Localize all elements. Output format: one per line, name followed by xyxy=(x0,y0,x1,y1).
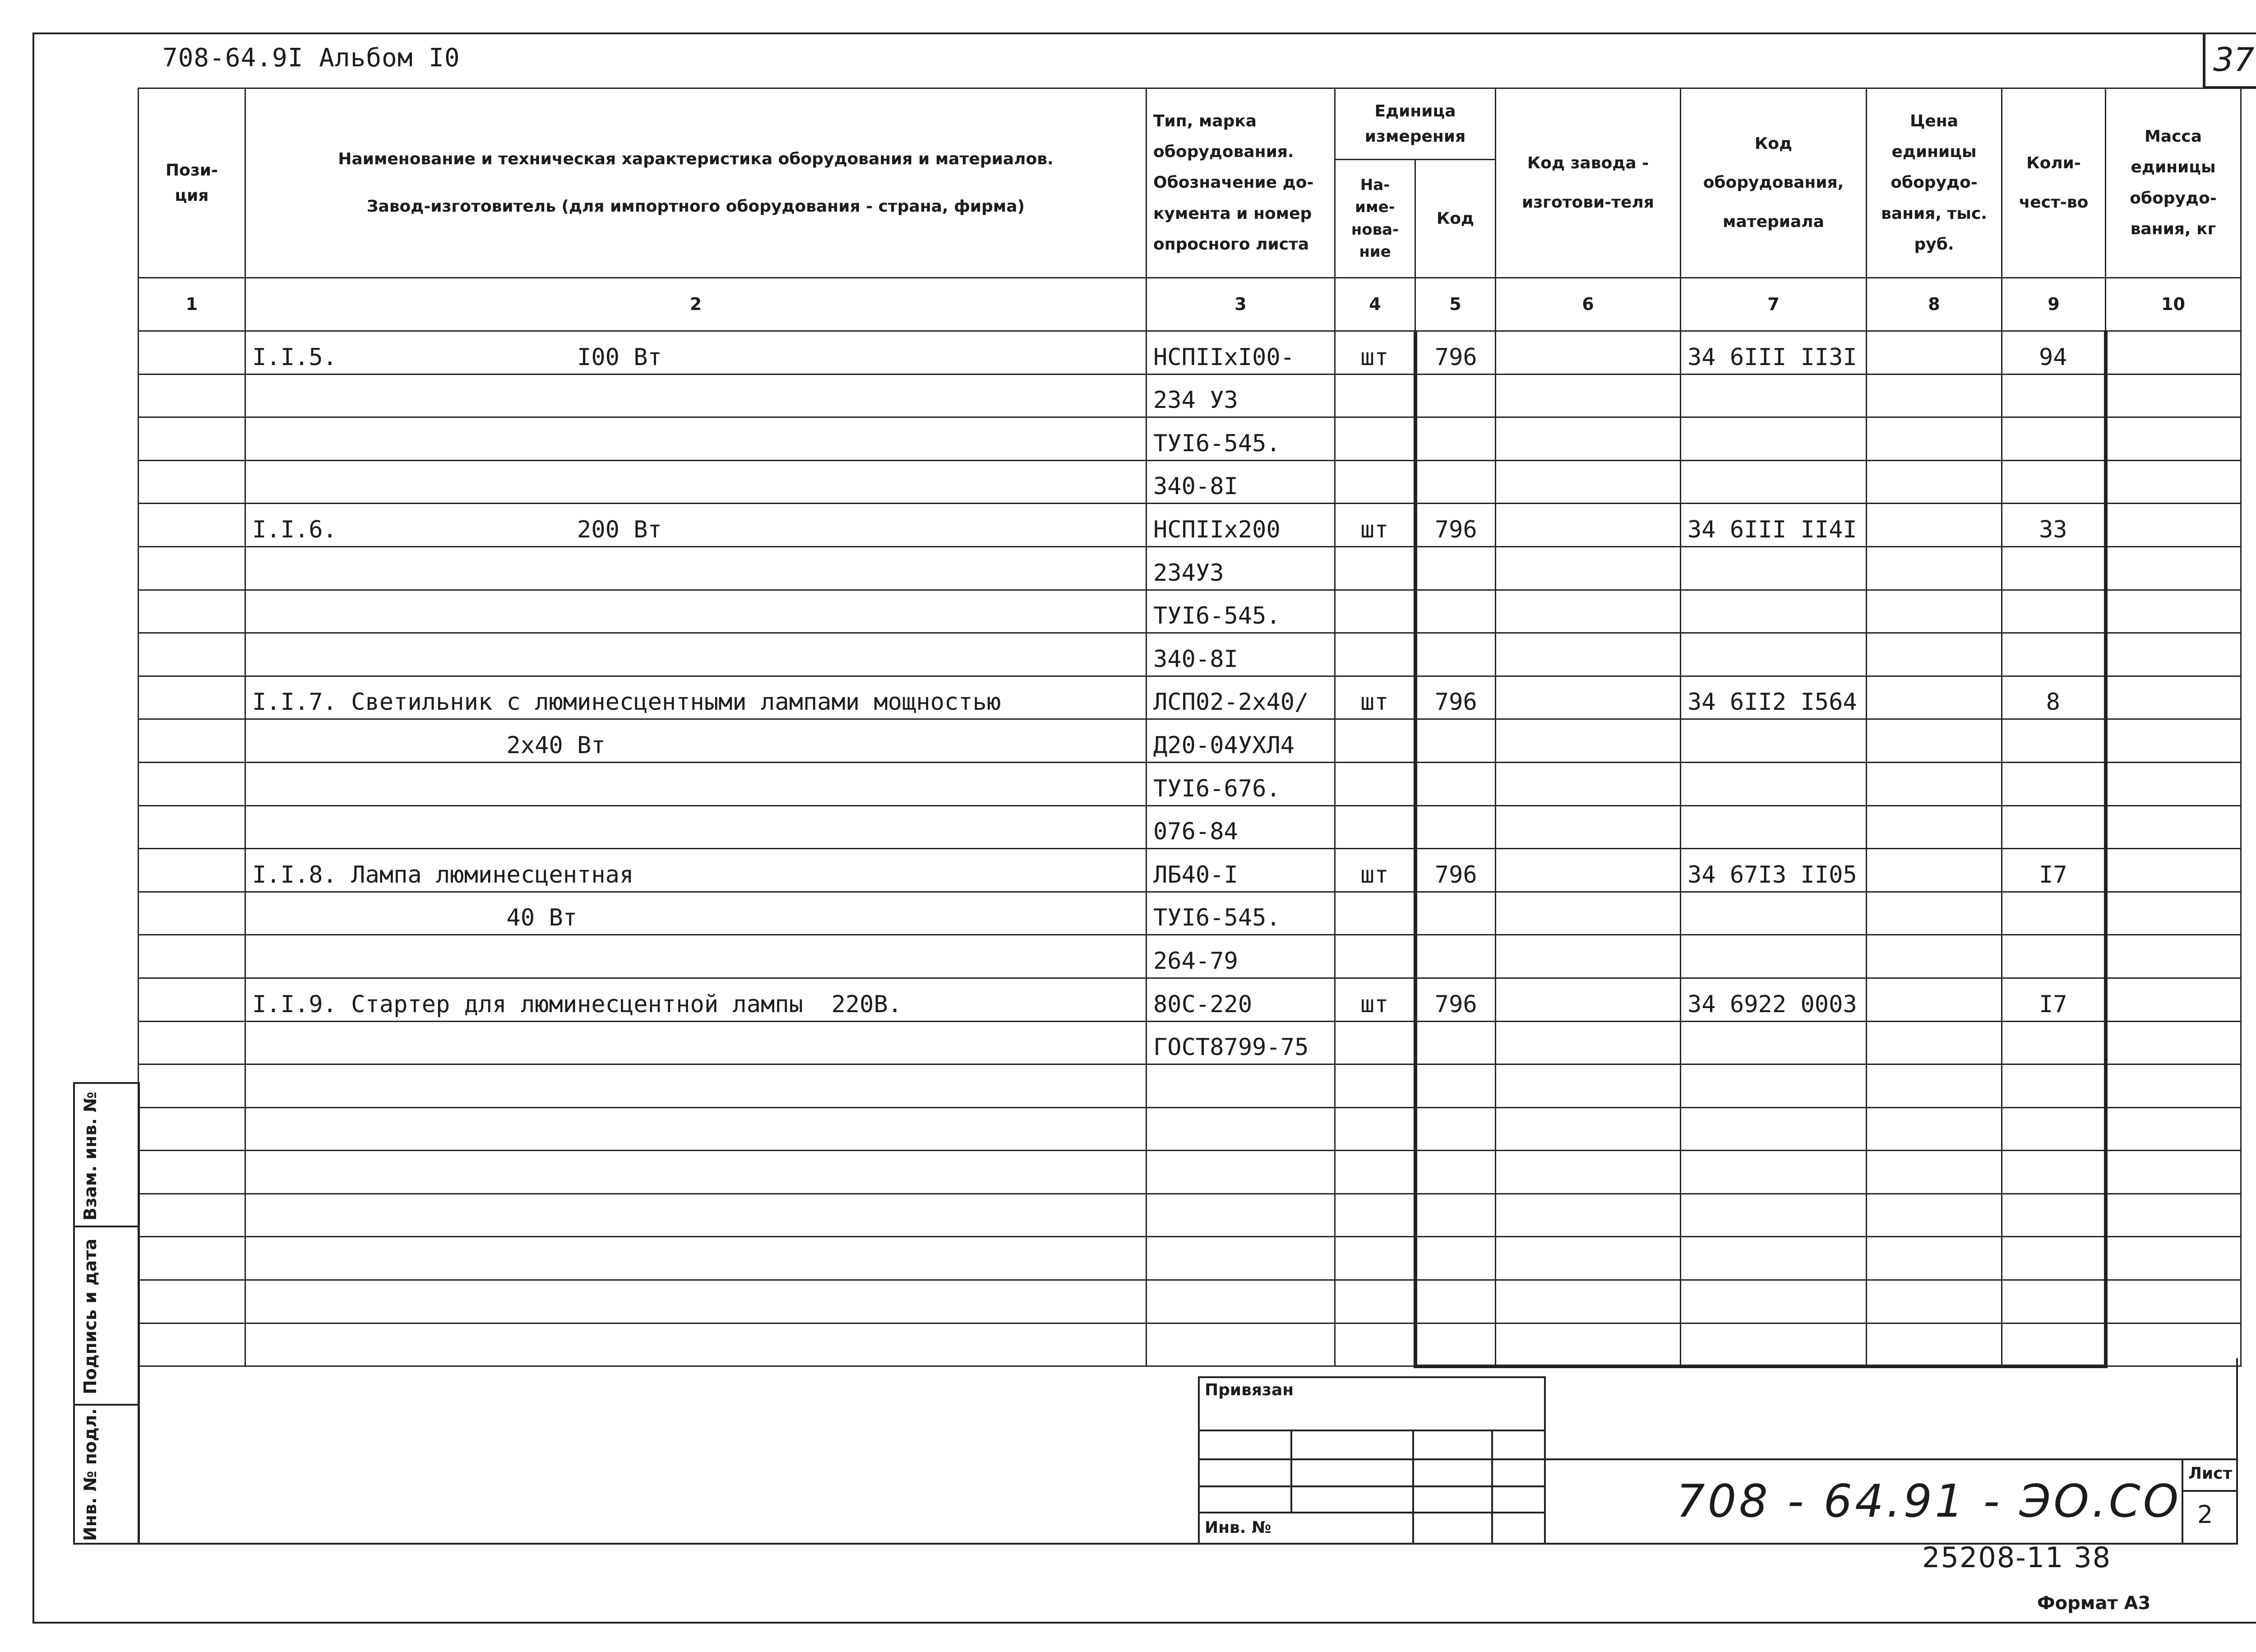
table-cell-col1 xyxy=(139,1194,245,1237)
table-cell-col10 xyxy=(2106,331,2241,375)
header-unit-group: Единица измерения xyxy=(1335,88,1496,160)
table-cell-col7 xyxy=(1681,1151,1867,1194)
table-cell-col7 xyxy=(1681,417,1867,461)
table-cell-col7 xyxy=(1681,590,1867,633)
table-cell-col4: шт xyxy=(1335,849,1415,892)
table-cell-col2 xyxy=(245,935,1146,978)
table-cell-col4: шт xyxy=(1335,504,1415,547)
table-cell-col8 xyxy=(1867,590,2002,633)
table-cell-col10 xyxy=(2106,1237,2241,1280)
table-cell-col9 xyxy=(2002,1107,2106,1151)
table-cell-col1 xyxy=(139,1280,245,1323)
header-mass: Масса единицы оборудо-вания, кг xyxy=(2106,88,2241,278)
table-cell-col1 xyxy=(139,978,245,1021)
table-cell-col8 xyxy=(1867,374,2002,417)
table-cell-col4 xyxy=(1335,892,1415,935)
table-cell-col6 xyxy=(1496,460,1681,504)
table-cell-col3: НСПIIxI00- xyxy=(1146,331,1335,375)
table-cell-col7 xyxy=(1681,546,1867,590)
table-cell-col5 xyxy=(1415,590,1496,633)
table-cell-col6 xyxy=(1496,849,1681,892)
table-cell-col7: 34 6II2 I564 xyxy=(1681,676,1867,719)
table-cell-col1 xyxy=(139,504,245,547)
stamp-vline-1 xyxy=(1290,1430,1292,1512)
table-cell-col2 xyxy=(245,1237,1146,1280)
table-cell-col6 xyxy=(1496,1064,1681,1108)
table-cell-col5: 796 xyxy=(1415,676,1496,719)
format-label: Формат А3 xyxy=(2037,1593,2151,1614)
table-cell-col9: 33 xyxy=(2002,504,2106,547)
sheet-number: 37 xyxy=(2213,41,2255,79)
table-cell-col10 xyxy=(2106,1280,2241,1323)
table-cell-col10 xyxy=(2106,546,2241,590)
table-cell-col1 xyxy=(139,460,245,504)
table-cell-col4 xyxy=(1335,1064,1415,1108)
table-cell-col9: I7 xyxy=(2002,978,2106,1021)
header-row xyxy=(139,88,2241,160)
table-cell-col9 xyxy=(2002,633,2106,676)
table-cell-col7 xyxy=(1681,892,1867,935)
stamp-vline-3 xyxy=(1491,1430,1493,1545)
table-cell-col8 xyxy=(1867,546,2002,590)
list-label-line xyxy=(2182,1490,2238,1492)
table-cell-col8 xyxy=(1867,1064,2002,1108)
table-row xyxy=(139,504,2241,547)
table-cell-col9 xyxy=(2002,935,2106,978)
table-cell-col5 xyxy=(1415,1194,1496,1237)
table-row xyxy=(139,1064,2241,1108)
stamp-line-4 xyxy=(1198,1512,1546,1513)
table-cell-col2: I.I.9. Стартер для люминесцентной лампы 220В. xyxy=(245,978,1146,1021)
table-cell-col2 xyxy=(245,460,1146,504)
table-cell-col3 xyxy=(1146,1237,1335,1280)
colnum-5: 5 xyxy=(1415,278,1496,331)
table-cell-col5 xyxy=(1415,935,1496,978)
table-cell-col7 xyxy=(1681,1021,1867,1064)
table-cell-col7 xyxy=(1681,1194,1867,1237)
list-label: Лист xyxy=(2188,1464,2233,1483)
table-cell-col10 xyxy=(2106,762,2241,805)
table-cell-col5: 796 xyxy=(1415,849,1496,892)
table-cell-col9 xyxy=(2002,892,2106,935)
table-cell-col1 xyxy=(139,417,245,461)
table-cell-col8 xyxy=(1867,805,2002,849)
table-cell-col2 xyxy=(245,417,1146,461)
table-cell-col5: 796 xyxy=(1415,978,1496,1021)
stamp-line-1 xyxy=(1198,1430,1546,1431)
table-cell-col8 xyxy=(1867,633,2002,676)
table-cell-col9 xyxy=(2002,1237,2106,1280)
table-cell-col3: ТУI6-676. xyxy=(1146,762,1335,805)
table-cell-col9 xyxy=(2002,460,2106,504)
table-cell-col4 xyxy=(1335,374,1415,417)
table-cell-col6 xyxy=(1496,892,1681,935)
table-cell-col8 xyxy=(1867,892,2002,935)
header-factory-code: Код завода - изготови-теля xyxy=(1496,88,1681,278)
table-row xyxy=(139,590,2241,633)
colnum-8: 8 xyxy=(1867,278,2002,331)
table-cell-col1 xyxy=(139,676,245,719)
table-row xyxy=(139,676,2241,719)
colnum-9: 9 xyxy=(2002,278,2106,331)
table-cell-col1 xyxy=(139,1021,245,1064)
column-numbers-row xyxy=(139,278,2241,331)
table-cell-col8 xyxy=(1867,676,2002,719)
table-cell-col2 xyxy=(245,805,1146,849)
table-cell-col10 xyxy=(2106,633,2241,676)
table-cell-col4 xyxy=(1335,1194,1415,1237)
table-cell-col10 xyxy=(2106,417,2241,461)
table-cell-col8 xyxy=(1867,417,2002,461)
table-cell-col8 xyxy=(1867,1107,2002,1151)
table-row xyxy=(139,633,2241,676)
colnum-6: 6 xyxy=(1496,278,1681,331)
table-cell-col10 xyxy=(2106,1021,2241,1064)
table-cell-col9 xyxy=(2002,1064,2106,1108)
table-cell-col7 xyxy=(1681,805,1867,849)
table-cell-col1 xyxy=(139,1107,245,1151)
table-cell-col3: 340-8I xyxy=(1146,460,1335,504)
table-cell-col1 xyxy=(139,546,245,590)
table-cell-col5 xyxy=(1415,417,1496,461)
table-cell-col6 xyxy=(1496,1107,1681,1151)
table-cell-col9 xyxy=(2002,590,2106,633)
table-row xyxy=(139,1237,2241,1280)
table-cell-col8 xyxy=(1867,331,2002,375)
side-label-vzam: Взам. инв. № xyxy=(80,1092,100,1221)
table-cell-col6 xyxy=(1496,762,1681,805)
colnum-4: 4 xyxy=(1335,278,1415,331)
table-cell-col6 xyxy=(1496,331,1681,375)
table-cell-col2 xyxy=(245,374,1146,417)
stamp-vline-2 xyxy=(1412,1430,1414,1545)
header-type: Тип, марка оборудования. Обозначение до-кумента и номер опросного листа xyxy=(1146,88,1335,278)
table-cell-col5 xyxy=(1415,374,1496,417)
table-cell-col2: 40 Вт xyxy=(245,892,1146,935)
colnum-2: 2 xyxy=(245,278,1146,331)
table-cell-col7 xyxy=(1681,719,1867,763)
table-cell-col6 xyxy=(1496,935,1681,978)
table-cell-col2 xyxy=(245,1280,1146,1323)
table-cell-col4 xyxy=(1335,719,1415,763)
table-cell-col2 xyxy=(245,590,1146,633)
table-cell-col7 xyxy=(1681,374,1867,417)
table-row xyxy=(139,805,2241,849)
table-cell-col4 xyxy=(1335,1151,1415,1194)
table-cell-col3: НСПIIx200 xyxy=(1146,504,1335,547)
table-cell-col5 xyxy=(1415,892,1496,935)
table-cell-col4 xyxy=(1335,1280,1415,1323)
table-cell-col6 xyxy=(1496,1280,1681,1323)
table-cell-col1 xyxy=(139,892,245,935)
table-cell-col3: 234УЗ xyxy=(1146,546,1335,590)
table-row xyxy=(139,1194,2241,1237)
header-position: Пози- ция xyxy=(139,88,245,278)
table-cell-col7 xyxy=(1681,762,1867,805)
table-cell-col3: ТУI6-545. xyxy=(1146,892,1335,935)
table-row xyxy=(139,762,2241,805)
table-cell-col5 xyxy=(1415,1107,1496,1151)
table-cell-col9 xyxy=(2002,1021,2106,1064)
table-cell-col10 xyxy=(2106,719,2241,763)
table-cell-col1 xyxy=(139,331,245,375)
table-cell-col6 xyxy=(1496,676,1681,719)
table-cell-col10 xyxy=(2106,676,2241,719)
table-cell-col8 xyxy=(1867,935,2002,978)
table-cell-col5 xyxy=(1415,1021,1496,1064)
table-cell-col3 xyxy=(1146,1064,1335,1108)
inv-no-label: Инв. № xyxy=(1205,1518,1271,1537)
table-cell-col2: 2x40 Вт xyxy=(245,719,1146,763)
table-cell-col3: ЛБ40-I xyxy=(1146,849,1335,892)
list-value: 2 xyxy=(2197,1500,2213,1529)
table-cell-col3 xyxy=(1146,1280,1335,1323)
table-cell-col2 xyxy=(245,1064,1146,1108)
header-name: Наименование и техническая характеристика оборудования и материалов. Завод-изготовитель (для импортного оборудования - страна, фирма) xyxy=(245,88,1146,278)
table-row xyxy=(139,1151,2241,1194)
table-cell-col3: 076-84 xyxy=(1146,805,1335,849)
table-cell-col5 xyxy=(1415,719,1496,763)
table-cell-col10 xyxy=(2106,892,2241,935)
table-cell-col2 xyxy=(245,1107,1146,1151)
header-unit-name: На-име-нова-ние xyxy=(1335,160,1415,278)
table-cell-col1 xyxy=(139,762,245,805)
table-cell-col10 xyxy=(2106,1151,2241,1194)
stamp-line-2 xyxy=(1198,1458,1546,1460)
table-cell-col6 xyxy=(1496,374,1681,417)
table-cell-col2: I.I.5. I00 Вт xyxy=(245,331,1146,375)
table-cell-col4: шт xyxy=(1335,676,1415,719)
table-cell-col4 xyxy=(1335,805,1415,849)
side-label-inv: Инв. № подл. xyxy=(80,1408,100,1541)
table-row xyxy=(139,1280,2241,1323)
table-row xyxy=(139,935,2241,978)
table-cell-col3 xyxy=(1146,1194,1335,1237)
table-cell-col7 xyxy=(1681,1064,1867,1108)
table-row xyxy=(139,719,2241,763)
table-row xyxy=(139,892,2241,935)
table-cell-col10 xyxy=(2106,460,2241,504)
table-cell-col1 xyxy=(139,590,245,633)
table-cell-col2 xyxy=(245,762,1146,805)
table-cell-col1 xyxy=(139,849,245,892)
table-cell-col8 xyxy=(1867,1237,2002,1280)
table-cell-col1 xyxy=(139,1064,245,1108)
table-cell-col3: 340-8I xyxy=(1146,633,1335,676)
specification-table xyxy=(138,88,2242,1368)
table-cell-col6 xyxy=(1496,1237,1681,1280)
table-cell-col10 xyxy=(2106,805,2241,849)
table-cell-col8 xyxy=(1867,1151,2002,1194)
table-cell-col6 xyxy=(1496,1151,1681,1194)
table-cell-col5: 796 xyxy=(1415,331,1496,375)
header-quantity: Коли-чест-во xyxy=(2002,88,2106,278)
table-cell-col6 xyxy=(1496,417,1681,461)
table-cell-col8 xyxy=(1867,504,2002,547)
table-cell-col6 xyxy=(1496,1021,1681,1064)
table-cell-col1 xyxy=(139,374,245,417)
table-cell-col9 xyxy=(2002,719,2106,763)
table-cell-col10 xyxy=(2106,1064,2241,1108)
table-cell-col8 xyxy=(1867,1280,2002,1323)
table-cell-col4 xyxy=(1335,1237,1415,1280)
table-cell-col7 xyxy=(1681,935,1867,978)
table-cell-col10 xyxy=(2106,590,2241,633)
document-number: 708 - 64.91 - ЭО.СО xyxy=(1676,1475,2182,1527)
table-cell-col6 xyxy=(1496,805,1681,849)
table-cell-col5 xyxy=(1415,805,1496,849)
table-cell-col7: 34 67I3 II05 xyxy=(1681,849,1867,892)
table-cell-col5 xyxy=(1415,1064,1496,1108)
table-cell-col9 xyxy=(2002,762,2106,805)
table-cell-col9 xyxy=(2002,1194,2106,1237)
table-row xyxy=(139,417,2241,461)
table-cell-col8 xyxy=(1867,849,2002,892)
table-cell-col4 xyxy=(1335,546,1415,590)
table-cell-col7: 34 6III II4I xyxy=(1681,504,1867,547)
table-cell-col4 xyxy=(1335,935,1415,978)
table-row xyxy=(139,331,2241,375)
table-cell-col5 xyxy=(1415,1151,1496,1194)
table-cell-col6 xyxy=(1496,633,1681,676)
table-cell-col6 xyxy=(1496,1194,1681,1237)
table-cell-col9: 94 xyxy=(2002,331,2106,375)
table-cell-col4 xyxy=(1335,1107,1415,1151)
table-cell-col5 xyxy=(1415,1280,1496,1323)
table-cell-col10 xyxy=(2106,1194,2241,1237)
table-cell-col6 xyxy=(1496,590,1681,633)
table-cell-col6 xyxy=(1496,978,1681,1021)
table-cell-col5 xyxy=(1415,460,1496,504)
table-cell-col10 xyxy=(2106,1107,2241,1151)
side-label-podpis: Подпись и дата xyxy=(80,1238,100,1394)
table-cell-col3: ТУI6-545. xyxy=(1146,417,1335,461)
table-cell-col5 xyxy=(1415,633,1496,676)
header-unit-code: Код xyxy=(1415,160,1496,278)
stamp-line-3 xyxy=(1198,1485,1546,1487)
table-cell-col1 xyxy=(139,805,245,849)
table-cell-col9 xyxy=(2002,1151,2106,1194)
table-cell-col2 xyxy=(245,633,1146,676)
table-cell-col7 xyxy=(1681,1280,1867,1323)
header-material-code: Код оборудования, материала xyxy=(1681,88,1867,278)
table-cell-col2 xyxy=(245,1194,1146,1237)
table-cell-col1 xyxy=(139,1151,245,1194)
handwritten-number: 25208-11 38 xyxy=(1922,1541,2112,1574)
colnum-7: 7 xyxy=(1681,278,1867,331)
table-cell-col2: I.I.6. 200 Вт xyxy=(245,504,1146,547)
table-cell-col6 xyxy=(1496,546,1681,590)
table-cell-col9 xyxy=(2002,417,2106,461)
table-row xyxy=(139,1107,2241,1151)
table-cell-col7 xyxy=(1681,1237,1867,1280)
table-cell-col7: 34 6III II3I xyxy=(1681,331,1867,375)
table-cell-col10 xyxy=(2106,849,2241,892)
table-cell-col8 xyxy=(1867,1194,2002,1237)
table-cell-col4 xyxy=(1335,633,1415,676)
album-title: 708-64.9I Альбом I0 xyxy=(162,43,460,73)
table-cell-col2: I.I.8. Лампа люминесцентная xyxy=(245,849,1146,892)
table-cell-col9 xyxy=(2002,805,2106,849)
table-cell-col4: шт xyxy=(1335,978,1415,1021)
colnum-3: 3 xyxy=(1146,278,1335,331)
table-cell-col3 xyxy=(1146,1151,1335,1194)
table-cell-col2: I.I.7. Светильник с люминесцентными лампами мощностью xyxy=(245,676,1146,719)
table-cell-col4 xyxy=(1335,1021,1415,1064)
table-row xyxy=(139,374,2241,417)
table-row xyxy=(139,460,2241,504)
table-cell-col10 xyxy=(2106,935,2241,978)
table-row xyxy=(139,546,2241,590)
table-cell-col7: 34 6922 0003 xyxy=(1681,978,1867,1021)
table-row xyxy=(139,978,2241,1021)
table-cell-col7 xyxy=(1681,460,1867,504)
table-cell-col3: 234 УЗ xyxy=(1146,374,1335,417)
table-cell-col3: Д20-04УХЛ4 xyxy=(1146,719,1335,763)
table-cell-col9 xyxy=(2002,546,2106,590)
table-cell-col9: 8 xyxy=(2002,676,2106,719)
table-cell-col5: 796 xyxy=(1415,504,1496,547)
table-cell-col6 xyxy=(1496,719,1681,763)
table-cell-col9 xyxy=(2002,1280,2106,1323)
table-cell-col1 xyxy=(139,935,245,978)
table-cell-col1 xyxy=(139,719,245,763)
table-cell-col2 xyxy=(245,546,1146,590)
table-cell-col8 xyxy=(1867,460,2002,504)
table-cell-col1 xyxy=(139,633,245,676)
table-cell-col2 xyxy=(245,1151,1146,1194)
table-cell-col4 xyxy=(1335,590,1415,633)
table-cell-col7 xyxy=(1681,633,1867,676)
table-cell-col3: ГОСТ8799-75 xyxy=(1146,1021,1335,1064)
table-cell-col5 xyxy=(1415,546,1496,590)
table-cell-col1 xyxy=(139,1237,245,1280)
colnum-1: 1 xyxy=(139,278,245,331)
table-row xyxy=(139,849,2241,892)
table-cell-col3: ТУI6-545. xyxy=(1146,590,1335,633)
table-cell-col3: 80С-220 xyxy=(1146,978,1335,1021)
table-cell-col8 xyxy=(1867,719,2002,763)
table-cell-col4 xyxy=(1335,417,1415,461)
table-cell-col3: 264-79 xyxy=(1146,935,1335,978)
table-row xyxy=(139,1021,2241,1064)
table-cell-col10 xyxy=(2106,978,2241,1021)
title-block-top-line xyxy=(1546,1458,2238,1460)
table-cell-col9: I7 xyxy=(2002,849,2106,892)
table-cell-col5 xyxy=(1415,762,1496,805)
header-price: Цена единицы оборудо-вания, тыс. руб. xyxy=(1867,88,2002,278)
table-cell-col6 xyxy=(1496,504,1681,547)
table-cell-col4 xyxy=(1335,460,1415,504)
table-cell-col8 xyxy=(1867,1021,2002,1064)
table-cell-col4 xyxy=(1335,762,1415,805)
table-cell-col8 xyxy=(1867,762,2002,805)
table-cell-col7 xyxy=(1681,1107,1867,1151)
table-cell-col10 xyxy=(2106,504,2241,547)
table-cell-col2 xyxy=(245,1021,1146,1064)
privyazan-label: Привязан xyxy=(1205,1381,1294,1399)
list-divider xyxy=(2182,1458,2183,1545)
table-cell-col8 xyxy=(1867,978,2002,1021)
table-cell-col3 xyxy=(1146,1107,1335,1151)
table-cell-col10 xyxy=(2106,374,2241,417)
table-cell-col3: ЛСП02-2x40/ xyxy=(1146,676,1335,719)
table-cell-col4: шт xyxy=(1335,331,1415,375)
table-cell-col5 xyxy=(1415,1237,1496,1280)
colnum-10: 10 xyxy=(2106,278,2241,331)
table-cell-col9 xyxy=(2002,374,2106,417)
